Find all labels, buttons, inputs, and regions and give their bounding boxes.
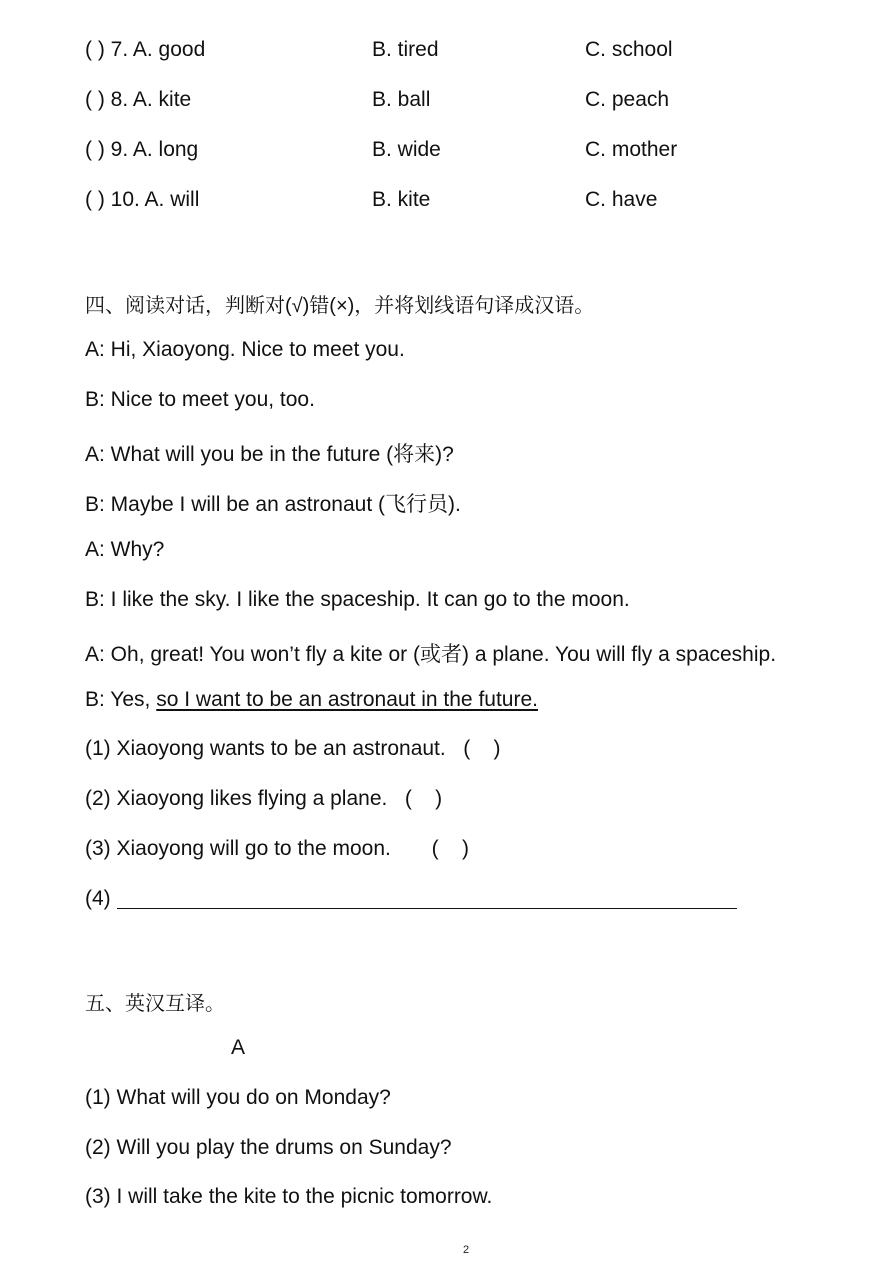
underlined-sentence: so I want to be an astronaut in the future.: [156, 688, 538, 711]
mcq-option-b: B. wide: [372, 138, 441, 161]
answer-paren: ( ): [85, 88, 105, 111]
mcq-option-b: B. tired: [372, 38, 439, 61]
mcq-question: [85, 38, 205, 62]
dialogue-line: B: Nice to meet you, too.: [85, 388, 315, 411]
mcq-row: [85, 38, 845, 68]
judge-question: (1) Xiaoyong wants to be an astronaut. ( ): [85, 737, 501, 760]
dialogue-line: B: Maybe I will be an astronaut (飞行员).: [85, 493, 461, 516]
answer-paren: ( ): [85, 138, 105, 161]
dialogue-line: A: Why?: [85, 538, 165, 561]
mcq-option-c: C. have: [585, 188, 658, 211]
page-number: 2: [463, 1244, 470, 1256]
dialogue-line: A: Hi, Xiaoyong. Nice to meet you.: [85, 338, 405, 361]
mcq-option-c: C. mother: [585, 138, 678, 161]
answer-blank-line: [117, 888, 737, 909]
part-a-heading: A: [231, 1036, 246, 1059]
section-4-title: 四、阅读对话，判断对(√)错(×)，并将划线语句译成汉语。: [85, 295, 595, 317]
judge-question: (2) Xiaoyong likes flying a plane. ( ): [85, 787, 443, 810]
mcq-option-a: 8. A. kite: [110, 88, 192, 111]
dialogue-line: A: Oh, great! You won’t fly a kite or (或者) a plane. You will fly a spaceship.: [85, 643, 777, 666]
translation-question: [85, 887, 737, 911]
mcq-option-a: 9. A. long: [110, 138, 199, 161]
mcq-option-c: C. school: [585, 38, 673, 61]
mcq-row: [85, 138, 845, 168]
answer-paren: ( ): [85, 188, 105, 211]
question-label: (4): [85, 887, 111, 910]
answer-paren: ( ): [85, 38, 105, 61]
translation-item: (1) What will you do on Monday?: [85, 1086, 391, 1109]
mcq-option-b: B. ball: [372, 88, 431, 111]
translation-item: (2) Will you play the drums on Sunday?: [85, 1136, 452, 1159]
section-5-title: 五、英汉互译。: [85, 993, 225, 1015]
mcq-option-a: 7. A. good: [110, 38, 206, 61]
dialogue-line-underlined: [85, 688, 538, 712]
mcq-row: [85, 88, 845, 118]
judge-question: (3) Xiaoyong will go to the moon. ( ): [85, 837, 469, 860]
dialogue-line: A: What will you be in the future (将来)?: [85, 443, 454, 466]
mcq-question: [85, 138, 198, 162]
dialogue-line: B: I like the sky. I like the spaceship. It can go to the moon.: [85, 588, 630, 611]
mcq-question: [85, 88, 191, 112]
mcq-question: [85, 188, 199, 212]
dialogue-prefix: B: Yes,: [85, 688, 157, 711]
mcq-option-c: C. peach: [585, 88, 670, 111]
mcq-option-b: B. kite: [372, 188, 431, 211]
mcq-option-a: 10. A. will: [110, 188, 200, 211]
translation-item: (3) I will take the kite to the picnic tomorrow.: [85, 1185, 493, 1208]
mcq-row: [85, 188, 845, 218]
